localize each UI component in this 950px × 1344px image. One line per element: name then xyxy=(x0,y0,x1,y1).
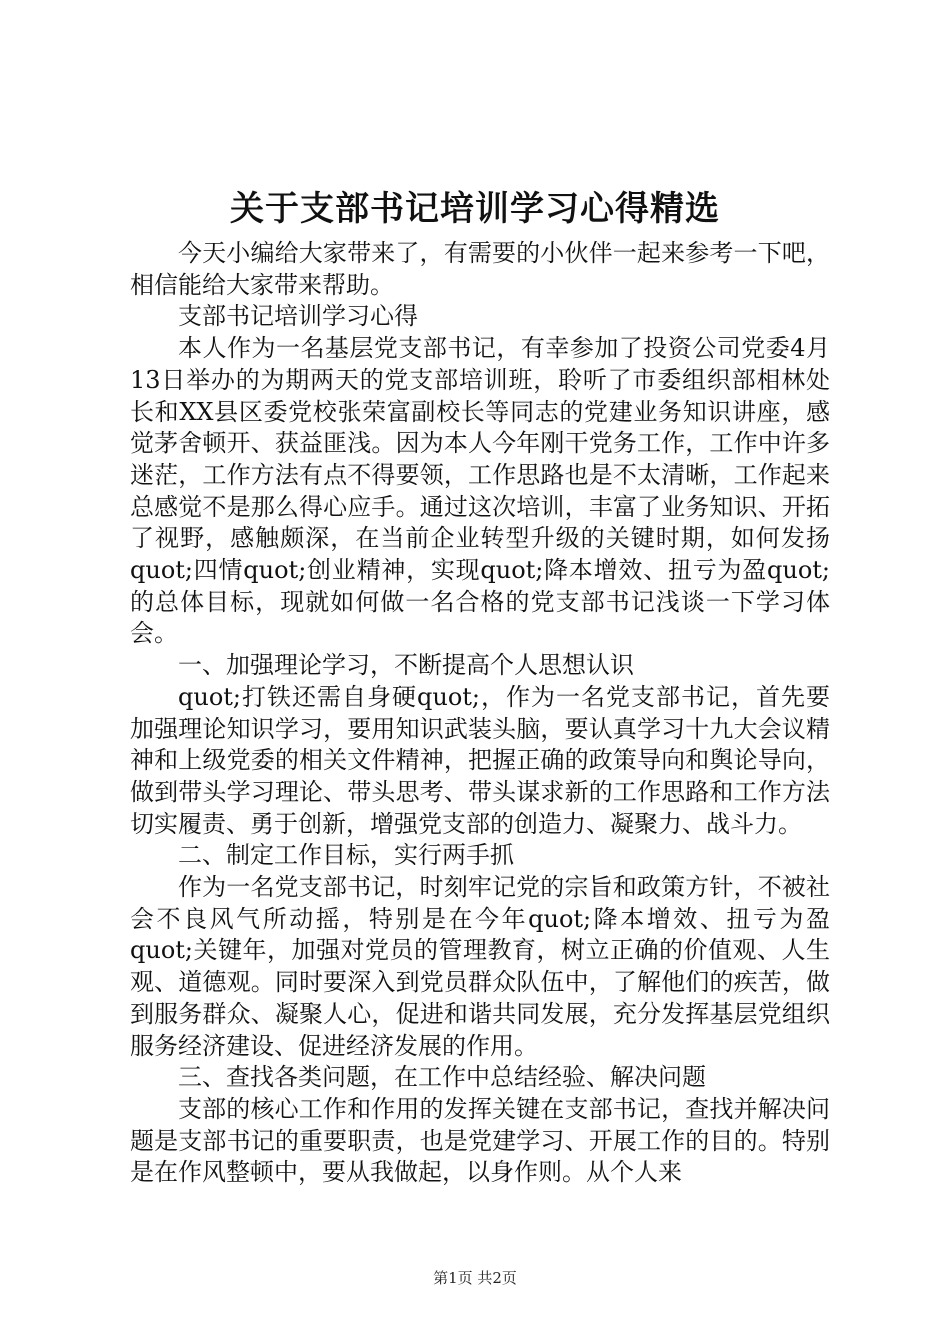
section-heading: 三、查找各类问题，在工作中总结经验、解决问题 xyxy=(178,1063,706,1092)
intro-paragraph: 今天小编给大家带来了，有需要的小伙伴一起来参考一下吧，相信能给大家带来帮助。 xyxy=(130,239,830,299)
section-heading: 一、加强理论学习，不断提高个人思想认识 xyxy=(178,651,634,680)
document-body xyxy=(130,238,830,1189)
body-paragraph: 支部的核心工作和作用的发挥关键在支部书记，查找并解决问题是支部书记的重要职责，也是党建学习、开展工作的目的。特别是在作风整顿中，要从我做起，以身作则。从个人来 xyxy=(130,1094,830,1187)
body-paragraph: 本人作为一名基层党支部书记，有幸参加了投资公司党委4月13日举办的为期两天的党支部培训班，聆听了市委组织部相林处长和XX县区委党校张荣富副校长等同志的党建业务知识讲座，感觉茅舍顿开、获益匪浅。因为本人今年刚干党务工作，工作中许多迷茫，工作方法有点不得要领，工作思路也是不太清晰，工作起来总感觉不是那么得心应手。通过这次培训，丰富了业务知识、开拓了视野，感触颇深，在当前企业转型升级的关键时期，如何发扬quot;四情quot;创业精神，实现quot;降本增效、扭亏为盈quot;的总体目标，现就如何做一名合格的党支部书记浅谈一下学习体会。 xyxy=(130,334,830,648)
body-paragraph: 作为一名党支部书记，时刻牢记党的宗旨和政策方针，不被社会不良风气所动摇，特别是在今年quot;降本增效、扭亏为盈quot;关键年，加强对党员的管理教育，树立正确的价值观、人生观、道德观。同时要深入到党员群众队伍中，了解他们的疾苦，做到服务群众、凝聚人心，促进和谐共同发展，充分发挥基层党组织服务经济建设、促进经济发展的作用。 xyxy=(130,873,830,1060)
body-paragraph: quot;打铁还需自身硬quot;，作为一名党支部书记，首先要加强理论知识学习，要用知识武装头脑，要认真学习十九大会议精神和上级党委的相关文件精神，把握正确的政策导向和舆论导向，做到带头学习理论、带头思考、带头谋求新的工作思路和工作方法切实履责、勇于创新，增强党支部的创造力、凝聚力、战斗力。 xyxy=(130,682,830,838)
section-heading: 支部书记培训学习心得 xyxy=(178,302,418,331)
page-number-footer: 第1页 共2页 xyxy=(433,1269,517,1287)
document-title: 关于支部书记培训学习心得精选 xyxy=(230,189,720,229)
section-heading: 二、制定工作目标，实行两手抓 xyxy=(178,841,514,870)
